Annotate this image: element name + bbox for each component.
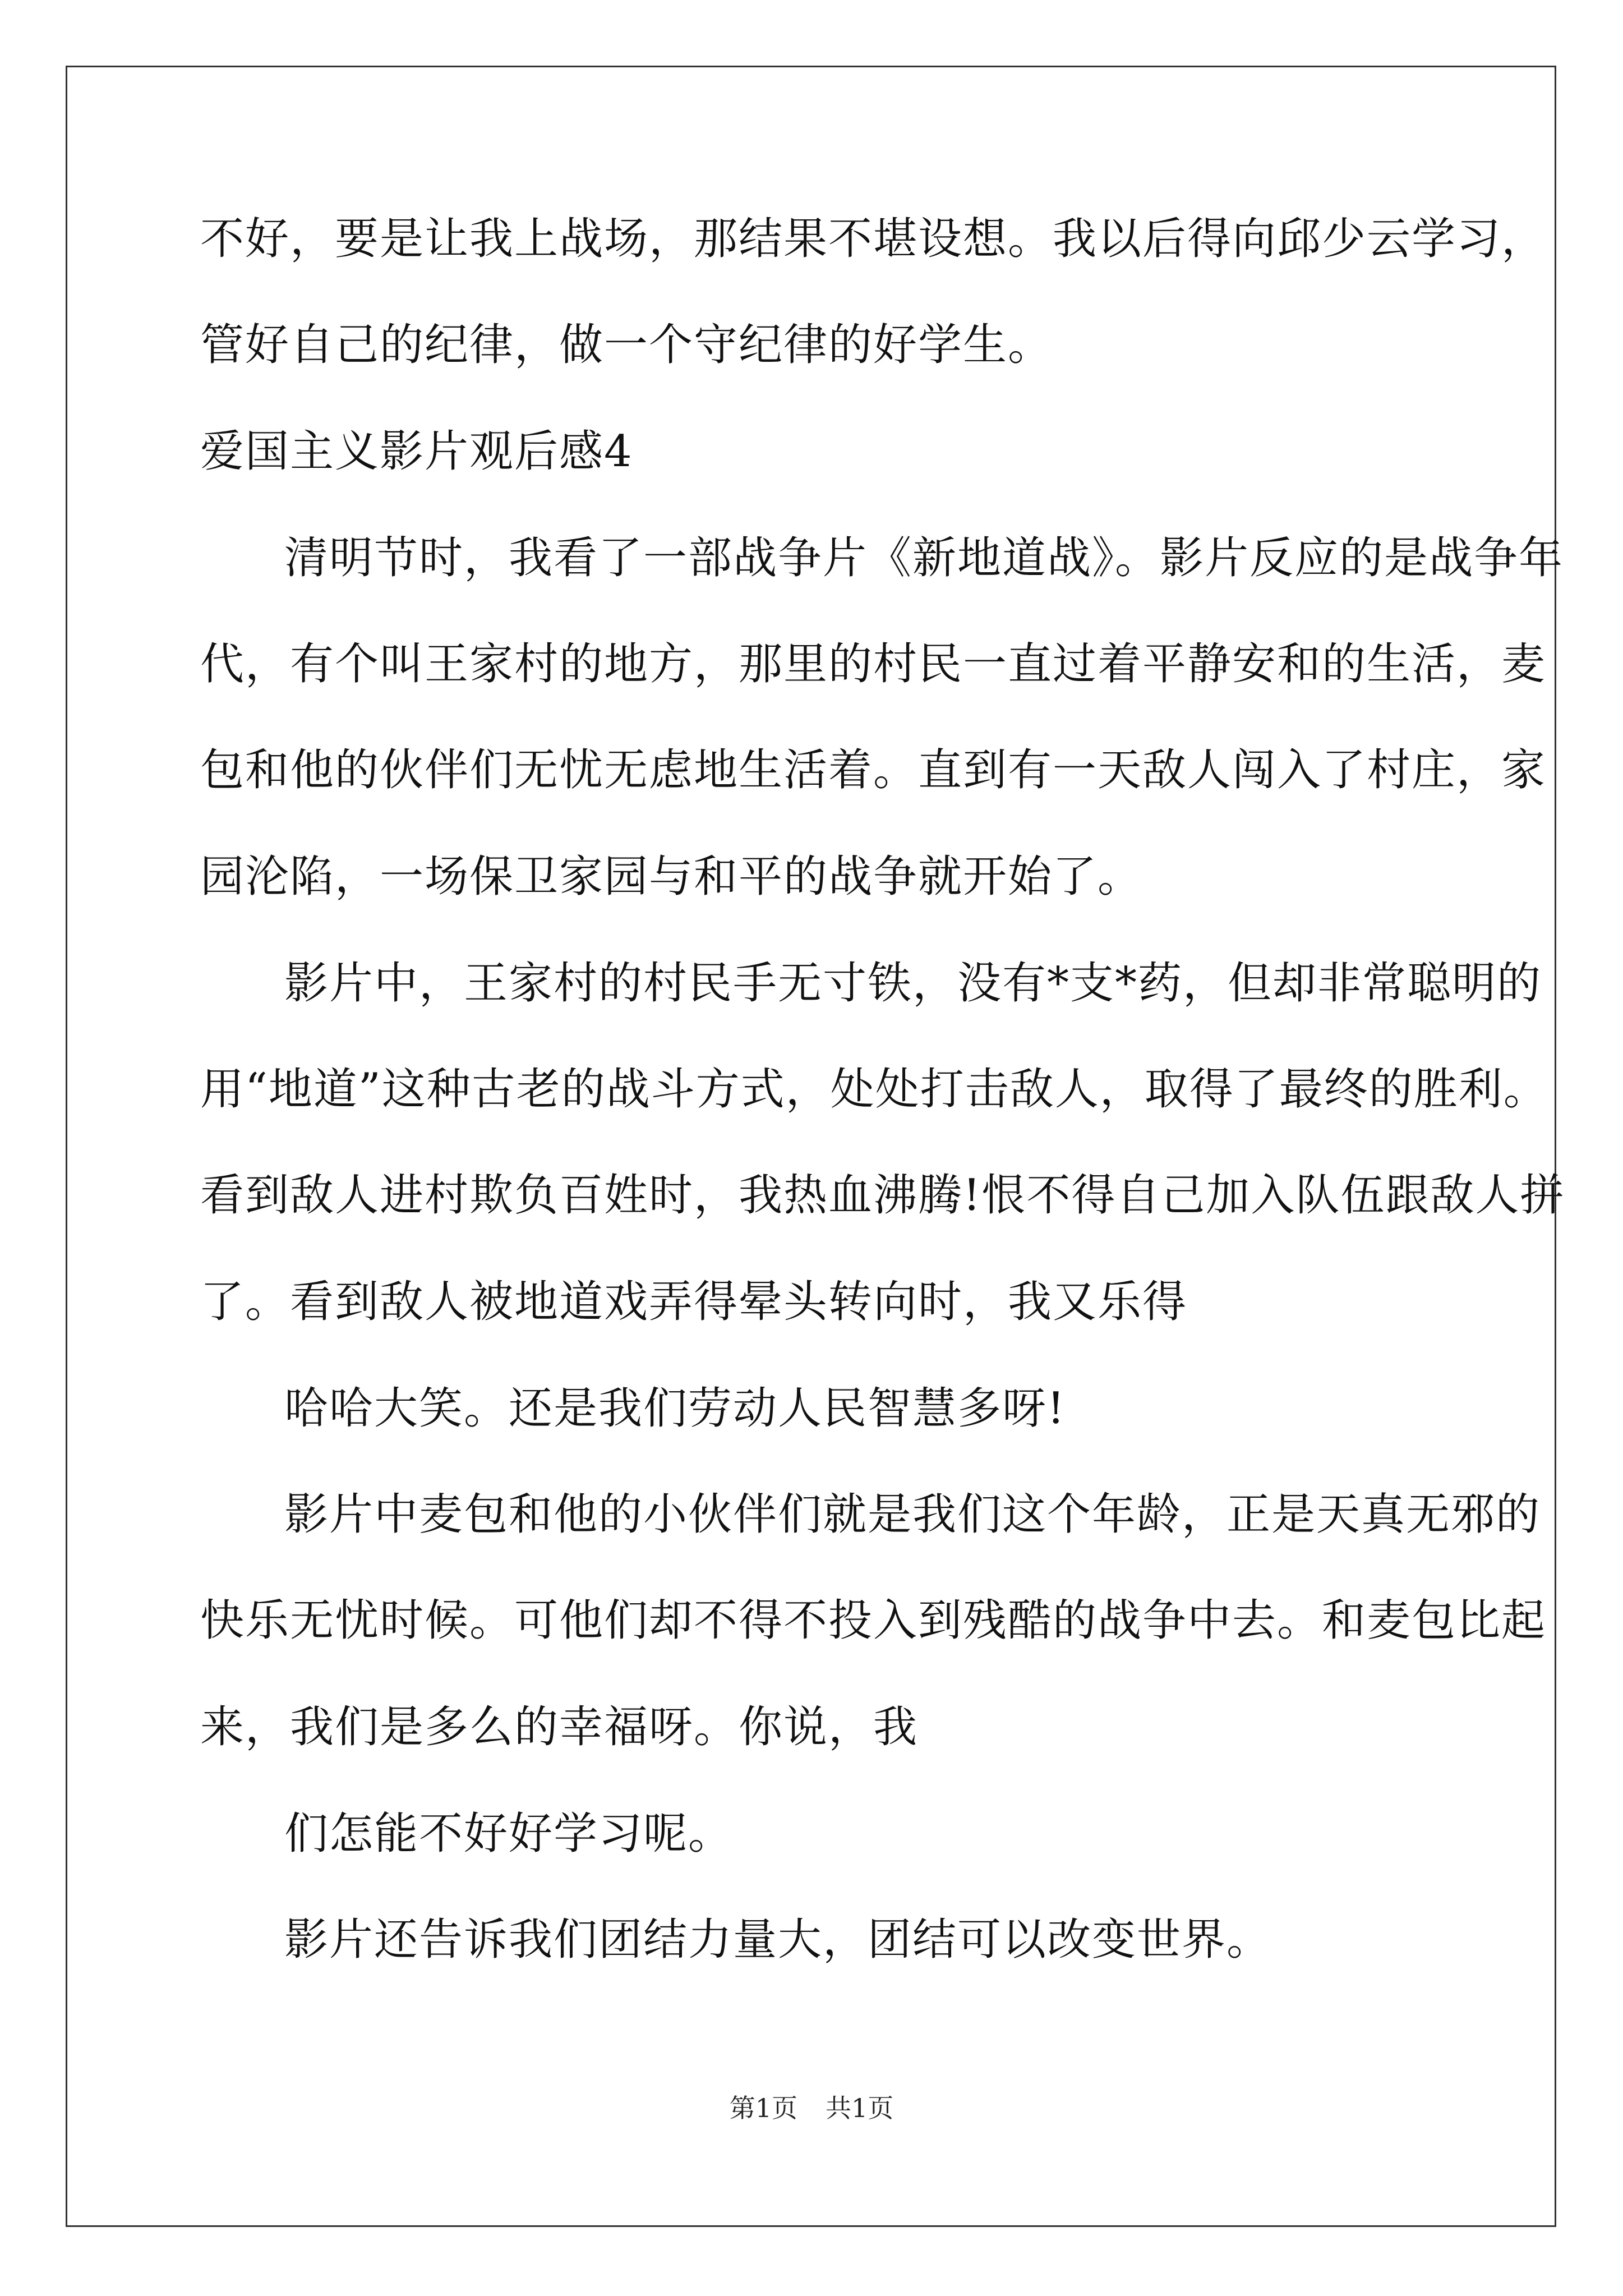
text-line: 来，我们是多么的幸福呀。你说，我 <box>200 1702 919 1752</box>
text-line: 哈哈大笑。还是我们劳动人民智慧多呀! <box>284 1383 1066 1434</box>
text-line: 用“地道”这种古老的战斗方式，处处打击敌人，取得了最终的胜利。 <box>200 1064 1548 1115</box>
text-line: 园沦陷，一场保卫家园与和平的战争就开始了。 <box>200 852 1143 902</box>
page-total: 共1页 <box>826 2093 894 2123</box>
page-footer <box>0 2091 1623 2125</box>
section-heading: 爱国主义影片观后感4 <box>200 426 633 477</box>
text-line: 不好，要是让我上战场，那结果不堪设想。我以后得向邱少云学习， <box>200 214 1547 264</box>
text-line: 管好自己的纪律，做一个守纪律的好学生。 <box>200 320 1053 370</box>
text-line: 快乐无忧时候。可他们却不得不投入到残酷的战争中去。和麦包比起 <box>200 1595 1547 1646</box>
text-line: 包和他的伙伴们无忧无虑地生活着。直到有一天敌人闯入了村庄，家 <box>200 745 1547 795</box>
text-line: 代，有个叫王家村的地方，那里的村民一直过着平静安和的生活，麦 <box>200 639 1547 689</box>
text-line: 影片还告诉我们团结力量大，团结可以改变世界。 <box>284 1915 1272 1965</box>
text-line: 清明节时，我看了一部战争片《新地道战》。影片反应的是战争年 <box>284 533 1564 583</box>
text-line: 看到敌人进村欺负百姓时，我热血沸腾!恨不得自己加入队伍跟敌人拼 <box>200 1170 1565 1221</box>
text-line: 了。看到敌人被地道戏弄得晕头转向时，我又乐得 <box>200 1277 1188 1327</box>
text-line: 影片中，王家村的村民手无寸铁，没有*支*药，但却非常聪明的 <box>284 958 1542 1009</box>
text-line: 们怎能不好好学习呢。 <box>284 1809 734 1859</box>
text-line: 影片中麦包和他的小伙伴们就是我们这个年龄，正是天真无邪的 <box>284 1489 1541 1540</box>
page-number: 第1页 <box>729 2093 797 2123</box>
page-border <box>66 66 1556 2227</box>
